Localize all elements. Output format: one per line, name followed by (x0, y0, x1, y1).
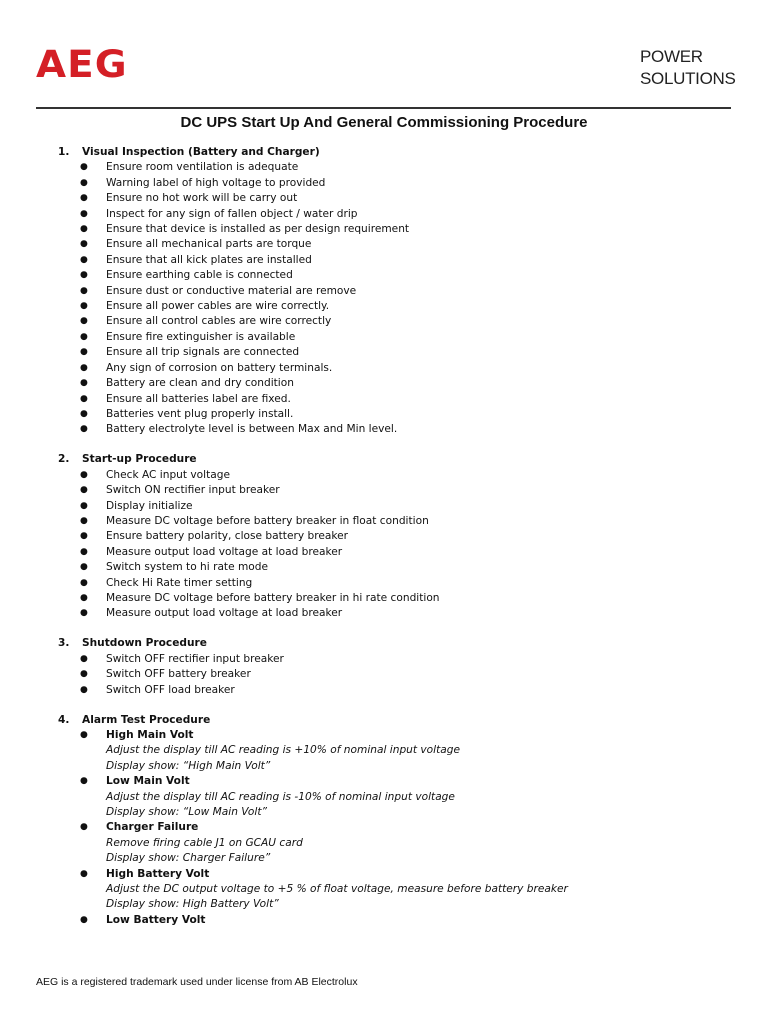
list-item (58, 314, 748, 329)
list-item (58, 652, 748, 667)
bullet-icon: ● (80, 393, 88, 404)
alarm-description-line: Adjust the DC output voltage to +5 % of float voltage, measure before battery breaker (106, 883, 568, 896)
list-item-text: Batteries vent plug properly install. (106, 407, 294, 420)
header-divider (36, 107, 731, 109)
bullet-icon: ● (80, 914, 88, 925)
alarm-description-line: Display show: High Battery Volt” (106, 898, 279, 911)
bullet-icon: ● (80, 653, 88, 664)
bullet-icon: ● (80, 239, 88, 250)
list-item-text: Measure DC voltage before battery breaker in hi rate condition (106, 591, 440, 604)
list-item (58, 237, 748, 252)
brand-line-power: POWER (640, 47, 703, 66)
list-item (58, 683, 748, 698)
section-number: 4. (58, 713, 70, 726)
list-item (58, 207, 748, 222)
bullet-icon: ● (80, 730, 88, 740)
bullet-icon: ● (80, 162, 88, 173)
bullet-icon: ● (80, 378, 88, 389)
alarm-item (58, 728, 748, 743)
bullet-icon: ● (80, 531, 88, 542)
list-item-text: Ensure that all kick plates are installed (106, 253, 312, 266)
bullet-icon: ● (80, 562, 88, 573)
list-item-text: Switch OFF rectifier input breaker (106, 652, 284, 665)
list-item-text: Check AC input voltage (106, 468, 230, 481)
section-title: Start-up Procedure (82, 453, 197, 466)
bullet-icon: ● (80, 347, 88, 358)
alarm-description-line: Adjust the display till AC reading is -10% of nominal input voltage (106, 790, 455, 803)
bullet-icon: ● (80, 577, 88, 588)
list-item (58, 345, 748, 360)
list-item (58, 560, 748, 575)
section-number: 1. (58, 146, 70, 158)
list-item (58, 514, 748, 529)
list-item-text: Battery are clean and dry condition (106, 377, 294, 390)
bullet-icon: ● (80, 500, 88, 511)
aeg-logo: AEG (36, 43, 128, 86)
procedure-section (58, 145, 748, 438)
list-item-text: Measure DC voltage before battery breaker in float condition (106, 514, 429, 527)
alarm-name: High Battery Volt (106, 867, 210, 880)
bullet-icon: ● (80, 469, 88, 480)
list-item (58, 529, 748, 544)
power-solutions-brand (640, 46, 736, 90)
bullet-icon: ● (80, 592, 88, 603)
bullet-icon: ● (80, 193, 88, 204)
bullet-icon: ● (80, 254, 88, 265)
bullet-icon: ● (80, 684, 88, 695)
procedure-section (58, 636, 748, 698)
list-item-text: Inspect for any sign of fallen object / water drip (106, 207, 358, 220)
list-item (58, 361, 748, 376)
alarm-test-section (58, 713, 748, 929)
procedure-section (58, 452, 748, 621)
list-item-text: Switch ON rectifier input breaker (106, 484, 280, 497)
procedure-content (58, 145, 748, 943)
bullet-icon: ● (80, 608, 88, 619)
bullet-icon: ● (80, 669, 88, 680)
alarm-description-line: Display show: Charger Failure” (106, 852, 271, 865)
alarm-item (58, 867, 748, 882)
bullet-icon: ● (80, 208, 88, 219)
list-item (58, 468, 748, 483)
list-item-text: Measure output load voltage at load breaker (106, 545, 343, 558)
list-item-text: Battery electrolyte level is between Max and Min level. (106, 423, 398, 436)
list-item-text: Ensure that device is installed as per design requirement (106, 223, 410, 236)
bullet-icon: ● (80, 301, 88, 312)
alarm-description-line: Display show: “Low Main Volt” (106, 806, 267, 819)
list-item-text: Switch OFF battery breaker (106, 668, 251, 681)
alarm-item (58, 774, 748, 789)
alarm-item (58, 820, 748, 835)
bullet-icon: ● (80, 776, 88, 787)
section-title: Alarm Test Procedure (82, 713, 211, 726)
list-item (58, 591, 748, 606)
list-item-text: Ensure dust or conductive material are remove (106, 284, 357, 297)
alarm-item (58, 913, 748, 928)
list-item (58, 576, 748, 591)
list-item (58, 667, 748, 682)
list-item (58, 268, 748, 283)
bullet-icon: ● (80, 331, 88, 342)
list-item-text: Ensure all control cables are wire correctly (106, 315, 332, 328)
list-item-text: Ensure all mechanical parts are torque (106, 238, 312, 251)
list-item-text: Ensure room ventilation is adequate (106, 161, 299, 174)
bullet-icon: ● (80, 515, 88, 526)
alarm-name: Low Main Volt (106, 775, 190, 788)
list-item-text: Display initialize (106, 499, 193, 512)
alarm-description-line: Adjust the display till AC reading is +10% of nominal input voltage (106, 744, 460, 757)
list-item-text: Warning label of high voltage to provided (106, 176, 326, 189)
list-item-text: Any sign of corrosion on battery terminals. (106, 361, 333, 374)
section-number: 3. (58, 637, 70, 650)
list-item-text: Ensure fire extinguisher is available (106, 330, 296, 343)
bullet-icon: ● (80, 270, 88, 281)
section-heading (58, 636, 748, 651)
list-item (58, 606, 748, 621)
bullet-icon: ● (80, 224, 88, 235)
section-heading (58, 452, 748, 467)
bullet-icon: ● (80, 868, 88, 879)
list-item-text: Ensure all batteries label are fixed. (106, 392, 291, 405)
section-heading (58, 145, 748, 160)
list-item (58, 222, 748, 237)
list-item-text: Ensure battery polarity, close battery breaker (106, 530, 348, 543)
list-item (58, 330, 748, 345)
alarm-name: High Main Volt (106, 729, 194, 741)
list-item-text: Check Hi Rate timer setting (106, 576, 253, 589)
list-item (58, 422, 748, 437)
list-item-text: Switch system to hi rate mode (106, 561, 269, 574)
bullet-icon: ● (80, 362, 88, 373)
list-item (58, 407, 748, 422)
document-title: DC UPS Start Up And General Commissioning Procedure (180, 114, 588, 131)
list-item (58, 176, 748, 191)
bullet-icon: ● (80, 285, 88, 296)
list-item-text: Ensure all power cables are wire correctly. (106, 300, 330, 313)
section-heading (58, 713, 748, 728)
list-item (58, 376, 748, 391)
bullet-icon: ● (80, 316, 88, 327)
alarm-name: Low Battery Volt (106, 913, 206, 926)
list-item (58, 253, 748, 268)
list-item-text: Ensure earthing cable is connected (106, 269, 293, 282)
footer-trademark-note: AEG is a registered trademark used under license from AB Electrolux (36, 976, 358, 988)
bullet-icon: ● (80, 822, 88, 833)
bullet-icon: ● (80, 424, 88, 435)
list-item (58, 499, 748, 514)
list-item (58, 191, 748, 206)
alarm-description-line: Remove firing cable J1 on GCAU card (106, 836, 303, 849)
list-item (58, 284, 748, 299)
section-title: Visual Inspection (Battery and Charger) (82, 146, 320, 158)
alarm-description-line: Display show: “High Main Volt” (106, 759, 271, 772)
list-item-text: Ensure no hot work will be carry out (106, 192, 298, 205)
list-item (58, 483, 748, 498)
list-item (58, 545, 748, 560)
list-item-text: Measure output load voltage at load breaker (106, 607, 343, 620)
list-item (58, 299, 748, 314)
bullet-icon: ● (80, 177, 88, 188)
bullet-icon: ● (80, 546, 88, 557)
alarm-name: Charger Failure (106, 821, 199, 834)
section-number: 2. (58, 453, 70, 466)
list-item-text: Switch OFF load breaker (106, 683, 235, 696)
list-item-text: Ensure all trip signals are connected (106, 346, 300, 359)
list-item (58, 392, 748, 407)
section-title: Shutdown Procedure (82, 637, 207, 650)
brand-line-solutions: SOLUTIONS (640, 69, 736, 88)
bullet-icon: ● (80, 485, 88, 496)
bullet-icon: ● (80, 408, 88, 419)
list-item (58, 160, 748, 175)
